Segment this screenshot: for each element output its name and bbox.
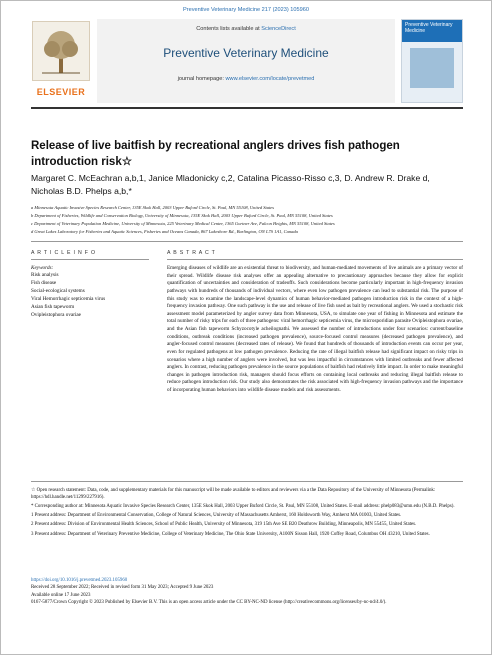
journal-homepage-line <box>97 76 395 82</box>
section-divider <box>31 241 463 242</box>
footnote-item[interactable]: ☆ Open research statement: Data, code, and supplementary materials for this manuscript will be made available to editors and reviewers via a the Data Repository of the University of Minnesota (Permalink: https://hdl.handle.net/11299/227916). <box>31 488 436 501</box>
cover-band <box>402 20 462 42</box>
affiliation-item: b Department of Fisheries, Wildlife and Conservation Biology, University of Minnesota, 135E Skok Hall, 2003 Upper Buford Circle, St. Paul, MN 55108, United States <box>31 212 333 218</box>
affiliations <box>31 204 463 236</box>
contents-prefix: Contents lists available at <box>196 26 262 32</box>
doi-link[interactable]: https://doi.org/10.1016/j.prevetmed.2023.105960 <box>31 578 128 583</box>
keyword: Asian fish tapeworm <box>31 304 75 311</box>
footnote-divider <box>31 481 463 482</box>
keywords-label: Keywords: <box>31 265 54 271</box>
cover-title: Preventive Veterinary Medicine <box>405 22 453 34</box>
abstract-heading: A B S T R A C T <box>167 250 463 260</box>
keyword: Viral Hemorrhagic septicemia virus <box>31 296 106 303</box>
journal-banner <box>97 19 395 103</box>
affiliation-item: d Great Lakes Laboratory for Fisheries and Aquatic Sciences, Fisheries and Oceans Canada, 867 Lakeshore Rd., Burlington, ON L7S 1A1, Canada <box>31 228 298 234</box>
article-info-column <box>31 250 149 319</box>
abstract-column <box>167 250 463 395</box>
homepage-prefix: journal homepage: <box>177 76 226 82</box>
abstract-text: Emerging diseases of wildlife are an existential threat to biodiversity, and human-mediated movements of live animals are a primary vector of their spread. Wildlife disease risk analyses offer an appealing alternative to precautionary approaches because they allow for explicit quantification of uncertainties and consideration of tradeoffs. Such considerations become particularly important in high-frequency invasion pathways with hundreds of thousands of individual vectors, where even low pathogen prevalence can lead to substantial risk. The purpose of this study was to examine the landscape-level dynamics of human behavior-mediated pathogen introduction risk in the context of a high-frequency invasion pathway. One such pathway is the use and release of live fish used as bait by recreational anglers. We used a stochastic risk assessment model parameterized by angler survey data from Minnesota, USA, to simulate one year of fishing in Minnesota and estimate the total number of risky trips for each of three pathogens: viral hemorrhagic septicemia virus, the microsporidian parasite Ovipleistophora ovariae, and the Asian fish tapeworm Schyzocotyle acheilognathi. We assessed the number of introductions under four scenarios: current/baseline conditions, outbreak conditions (increased pathogen prevalence), source-focused control measures (decreased pathogen prevalence), and angler-focused control measures (decreased rates of release). We found that hundreds of thousands of introduction events can occur per year, even for regulated pathogens at low pathogen prevalence. Reducing the rate of illegal baitfish release had significant impact on risky trips in scenarios where a high number of anglers were involved, but was less impactful in circumstances with limited outbreaks and fewer affected anglers. In contrast, reducing pathogen prevalence in the source populations of baitfish had relatively little impact. In order to make meaningful changes in pathogen introduction risk, managers should focus efforts on containing local outbreaks and reducing illegal baitfish release to reduce pathogen introduction risk. Our study also demonstrates the risk associated with high-frequency invasion pathways and the importance of incorporating human behaviors into wildlife disease models and risk assessments. <box>167 265 463 393</box>
available-online: Available online 17 June 2023 <box>31 592 91 598</box>
publisher-wordmark: ELSEVIER <box>36 87 86 97</box>
article-metadata <box>31 577 463 606</box>
footnote-item[interactable]: * Corresponding author at: Minnesota Aquatic Invasive Species Research Center, 135E Skok Hall, 2003 Upper Buford Circle, St. Paul, MN 55108, United States. E-mail address: phelp083@umn.edu (N.B.D. Phelps). <box>31 504 455 510</box>
article-info-heading: A R T I C L E I N F O <box>31 250 149 260</box>
author-list[interactable]: Margaret C. McEachran a,b,1, Janice Mladonicky c,2, Catalina Picasso-Risso c,3, D. Andrew R. Drake d, Nicholas B.D. Phelps a,b,* <box>31 173 430 197</box>
keyword: Social-ecological systems <box>31 288 85 295</box>
journal-cover-thumbnail[interactable] <box>401 19 463 103</box>
footnotes <box>31 487 463 540</box>
homepage-link[interactable]: www.elsevier.com/locate/prevetmed <box>225 76 315 82</box>
affiliation-item: c Department of Veterinary Population Medicine, University of Minnesota, 225 Veterinary Medical Center, 1365 Gortner Ave, Falcon Heights, MN 55108, United States <box>31 220 335 226</box>
footnote-item: 3 Present address: Department of Veterinary Preventive Medicine, College of Veterinary Medicine, The Ohio State University, A100N Sisson Hall, 1920 Coffey Road, Columbus OH 43210, United States. <box>31 531 430 537</box>
elsevier-logo[interactable] <box>31 19 91 103</box>
copyright-license[interactable]: 0167-5877/Crown Copyright © 2023 Published by Elsevier B.V. This is an open access article under the CC BY-NC-ND license (http://creativecommons.org/licenses/by-nc-nd/4.0/). <box>31 600 387 606</box>
affiliation-item: a Minnesota Aquatic Invasive Species Research Center, 135E Skok Hall, 2003 Upper Buford Circle, St. Paul, MN 55108, United States <box>31 205 274 210</box>
keyword: Ovipleistophora ovariae <box>31 312 81 319</box>
header-rule <box>31 107 463 109</box>
journal-title[interactable]: Preventive Veterinary Medicine <box>163 46 329 60</box>
journal-header <box>31 19 463 111</box>
sciencedirect-link[interactable]: ScienceDirect <box>261 26 296 32</box>
footnote-item: 2 Present address: Division of Environmental Health Sciences, School of Public Health, University of Minnesota, 319 15th Ave SE B20 Deathrow Building, Minneapolis, MN 55455, United States. <box>31 522 417 528</box>
elsevier-tree-icon <box>32 21 90 81</box>
keyword: Risk analysis <box>31 272 59 278</box>
footnote-item: 1 Present address: Department of Environmental Conservation, College of Natural Sciences, University of Massachusetts Amherst, 160 Holdsworth Way, Amherst MA 01003, United States. <box>31 513 402 519</box>
cover-image <box>410 48 454 88</box>
received-dates: Received 28 September 2022; Received in revised form 31 May 2023; Accepted 9 June 2023 <box>31 585 214 591</box>
journal-citation-line[interactable]: Preventive Veterinary Medicine 217 (2023) 105960 <box>183 7 309 13</box>
contents-line <box>97 26 395 32</box>
article-title: Release of live baitfish by recreational anglers drives fish pathogen introduction risk☆ <box>31 140 400 168</box>
keyword: Fish disease <box>31 280 57 287</box>
